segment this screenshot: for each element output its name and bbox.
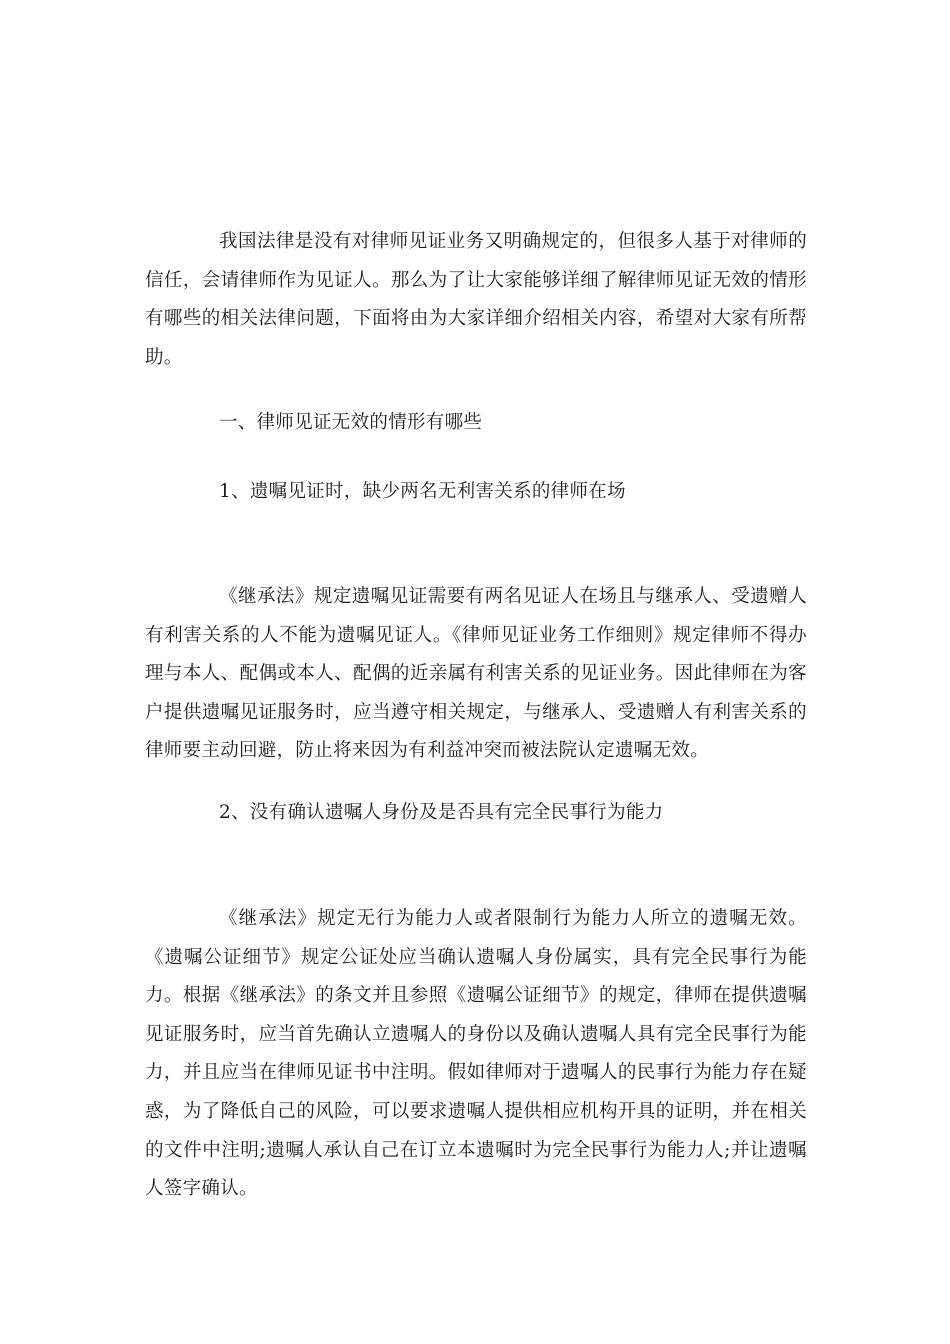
item-2-body: 《继承法》规定无行为能力人或者限制行为能力人所立的遗嘱无效。《遗嘱公证细节》规定公证处应当确认遗嘱人身份属实，具有完全民事行为能力。根据《继承法》的条文并且参照《遗嘱公证细节》的规定，律师在提供遗嘱见证服务时，应当首先确认立遗嘱人的身份以及确认遗嘱人具有完全民事行为能力，并且应当在律师见证书中注明。假如律师对于遗嘱人的民事行为能力存在疑惑，为了降低自己的风险，可以要求遗嘱人提供相应机构开具的证明，并在相关的文件中注明;遗嘱人承认自己在订立本遗嘱时为完全民事行为能力人;并让遗嘱人签字确认。 [145, 908, 807, 1200]
item-1-heading: 1、遗嘱见证时，缺少两名无利害关系的律师在场 [219, 481, 626, 502]
item-2-heading: 2、没有确认遗嘱人身份及是否具有完全民事行为能力 [219, 802, 664, 823]
item-1-body: 《继承法》规定遗嘱见证需要有两名见证人在场且与继承人、受遗赠人有利害关系的人不能为遗嘱见证人。《律师见证业务工作细则》规定律师不得办理与本人、配偶或本人、配偶的近亲属有利害关系的见证业务。因此律师在为客户提供遗嘱见证服务时，应当遵守相关规定，与继承人、受遗赠人有利害关系的律师要主动回避，防止将来因为有利益冲突而被法院认定遗嘱无效。 [145, 586, 807, 762]
section-heading: 一、律师见证无效的情形有哪些 [219, 412, 483, 433]
intro-paragraph: 我国法律是没有对律师见证业务又明确规定的，但很多人基于对律师的信任，会请律师作为见证人。那么为了让大家能够详细了解律师见证无效的情形有哪些的相关法律问题，下面将由为大家详细介绍相关内容，希望对大家有所帮助。 [145, 231, 807, 368]
